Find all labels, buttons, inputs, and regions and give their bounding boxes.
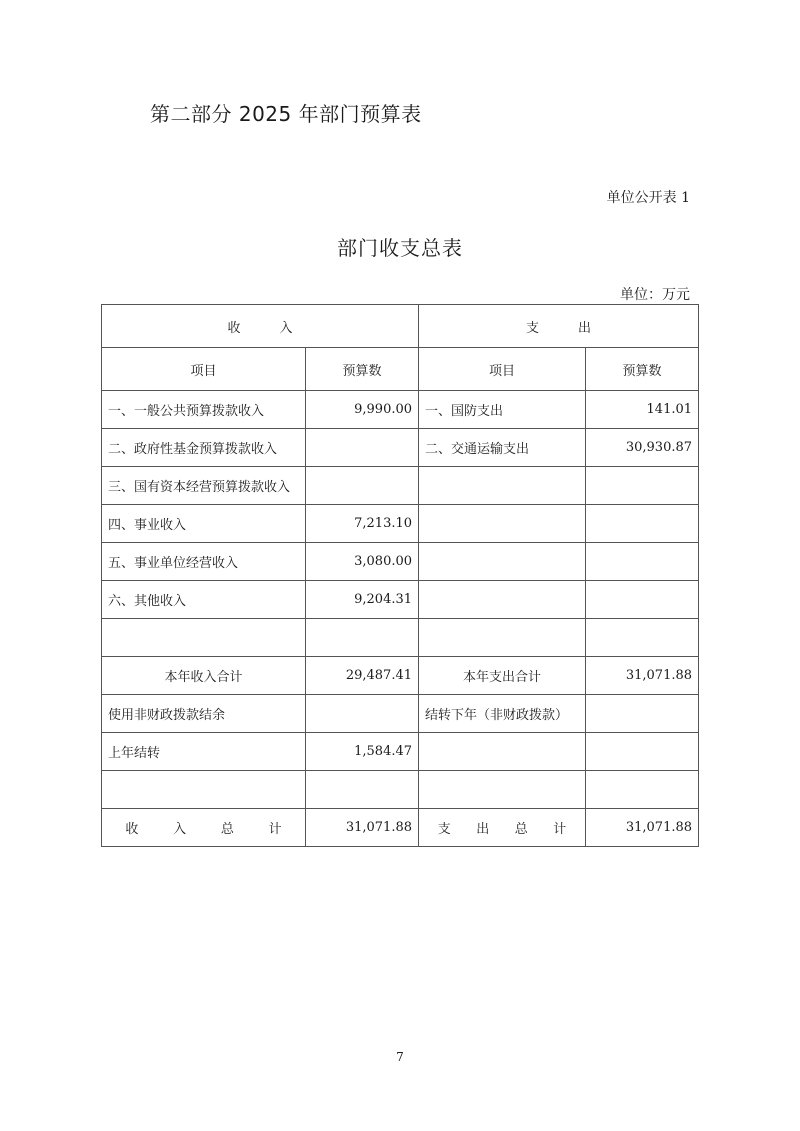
expense-subtotal-label: 本年支出合计 xyxy=(419,657,586,695)
table-row xyxy=(102,619,699,657)
expense-value xyxy=(586,733,699,771)
income-value xyxy=(306,467,419,505)
expense-total-value: 31,071.88 xyxy=(586,809,699,847)
income-total-char: 计 xyxy=(268,822,282,837)
expense-total-char: 总 xyxy=(514,822,528,837)
expense-value xyxy=(586,505,699,543)
expense-value xyxy=(586,771,699,809)
income-total-char: 总 xyxy=(220,822,234,837)
income-total-label xyxy=(102,809,306,847)
income-total-value: 31,071.88 xyxy=(306,809,419,847)
expense-item xyxy=(419,505,586,543)
expense-item: 一、国防支出 xyxy=(419,391,586,429)
income-subtotal-value: 29,487.41 xyxy=(306,657,419,695)
expense-total-char: 支 xyxy=(437,822,451,837)
expense-section-header: 支 出 xyxy=(419,305,699,348)
expense-item-header: 项目 xyxy=(419,348,586,391)
table-row xyxy=(102,505,699,543)
expense-item xyxy=(419,619,586,657)
income-value: 7,213.10 xyxy=(306,505,419,543)
income-item: 六、其他收入 xyxy=(102,581,306,619)
income-item: 五、事业单位经营收入 xyxy=(102,543,306,581)
income-subtotal-label: 本年收入合计 xyxy=(102,657,306,695)
income-item: 四、事业收入 xyxy=(102,505,306,543)
table-number: 单位公开表 1 xyxy=(606,190,690,206)
expense-value xyxy=(586,619,699,657)
expense-total-char: 出 xyxy=(476,822,490,837)
expense-item xyxy=(419,467,586,505)
income-total-char: 收 xyxy=(125,822,139,837)
expense-item xyxy=(419,733,586,771)
expense-total-char: 计 xyxy=(553,822,567,837)
expense-budget-header: 预算数 xyxy=(586,348,699,391)
income-value xyxy=(306,619,419,657)
income-section-header: 收 入 xyxy=(102,305,419,348)
table-row xyxy=(102,733,699,771)
income-budget-header: 预算数 xyxy=(306,348,419,391)
expense-value xyxy=(586,695,699,733)
expense-item xyxy=(419,581,586,619)
expense-value: 30,930.87 xyxy=(586,429,699,467)
expense-item xyxy=(419,543,586,581)
total-row xyxy=(102,809,699,847)
expense-total-label xyxy=(419,809,586,847)
page-number: 7 xyxy=(396,1050,404,1064)
table-row xyxy=(102,543,699,581)
income-value: 1,584.47 xyxy=(306,733,419,771)
income-item: 使用非财政拨款结余 xyxy=(102,695,306,733)
expense-item xyxy=(419,771,586,809)
expense-value xyxy=(586,467,699,505)
part-title: 第二部分 2025 年部门预算表 xyxy=(150,102,422,126)
expense-value: 141.01 xyxy=(586,391,699,429)
income-item: 上年结转 xyxy=(102,733,306,771)
income-value: 9,990.00 xyxy=(306,391,419,429)
expense-item: 二、交通运输支出 xyxy=(419,429,586,467)
income-item xyxy=(102,619,306,657)
unit-label: 单位：万元 xyxy=(620,287,690,303)
column-header-row xyxy=(102,348,699,391)
subtotal-row xyxy=(102,657,699,695)
income-value xyxy=(306,429,419,467)
expense-value xyxy=(586,581,699,619)
table-row xyxy=(102,771,699,809)
expense-subtotal-value: 31,071.88 xyxy=(586,657,699,695)
table-row xyxy=(102,429,699,467)
income-item: 二、政府性基金预算拨款收入 xyxy=(102,429,306,467)
income-total-char: 入 xyxy=(173,822,187,837)
income-value xyxy=(306,771,419,809)
income-value: 3,080.00 xyxy=(306,543,419,581)
income-item: 三、国有资本经营预算拨款收入 xyxy=(102,467,306,505)
income-value: 9,204.31 xyxy=(306,581,419,619)
income-item xyxy=(102,771,306,809)
table-row xyxy=(102,581,699,619)
budget-table xyxy=(101,304,699,847)
table-row xyxy=(102,391,699,429)
expense-item: 结转下年（非财政拨款） xyxy=(419,695,586,733)
table-row xyxy=(102,467,699,505)
income-item-header: 项目 xyxy=(102,348,306,391)
table-title: 部门收支总表 xyxy=(337,236,463,260)
expense-value xyxy=(586,543,699,581)
table-row xyxy=(102,695,699,733)
income-value xyxy=(306,695,419,733)
income-item: 一、一般公共预算拨款收入 xyxy=(102,391,306,429)
section-header-row xyxy=(102,305,699,348)
